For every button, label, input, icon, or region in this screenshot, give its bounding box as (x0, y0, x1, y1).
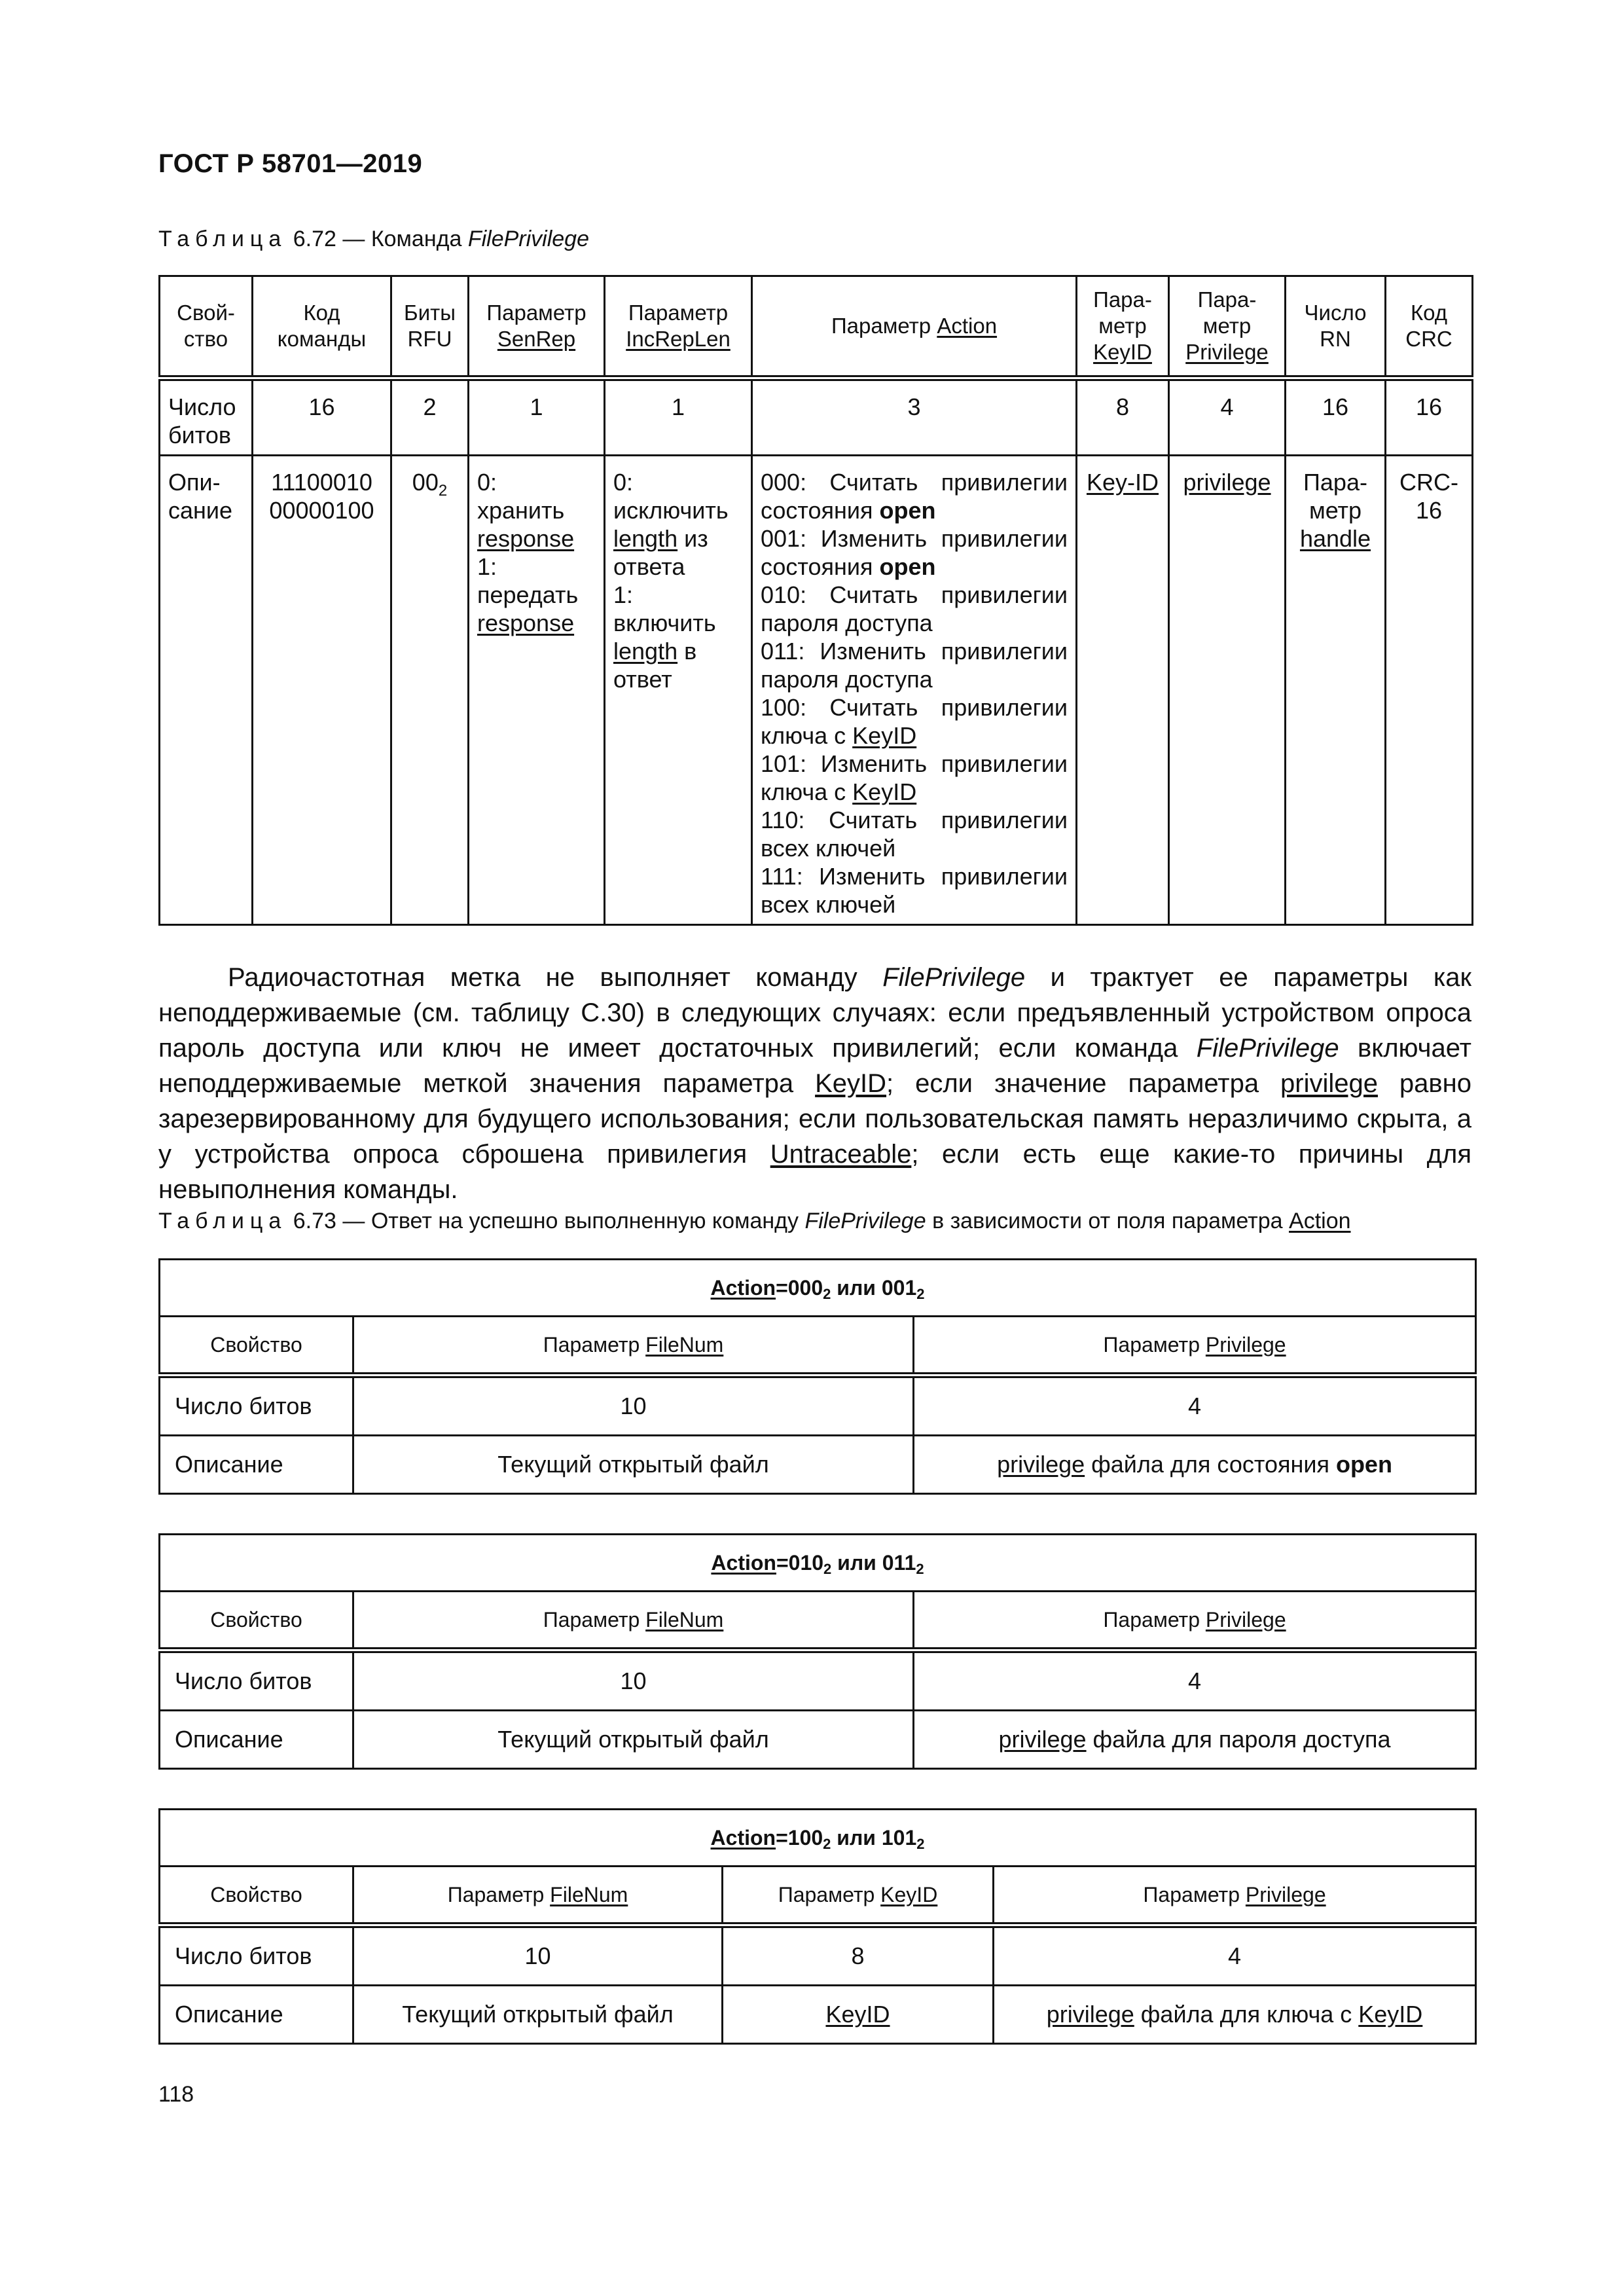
table-672 (158, 275, 1473, 926)
col-prop: Свойство (160, 1317, 353, 1376)
column-header-row (160, 1867, 1476, 1925)
header-privilege: Пара- метр Privilege (1169, 276, 1286, 378)
bits-crc: 16 (1386, 378, 1473, 456)
desc-action (752, 456, 1077, 925)
header-senrep: Параметр SenRep (469, 276, 605, 378)
column-header-row (160, 1592, 1476, 1650)
bits-privilege: 4 (914, 1650, 1476, 1711)
desc-increplen: 0: исключить length из ответа 1: включить length в ответ (605, 456, 752, 925)
bits-row (160, 1376, 1476, 1436)
document-code: ГОСТ Р 58701—2019 (158, 149, 423, 178)
header-keyid: Пара- метр KeyID (1077, 276, 1169, 378)
desc-senrep: 0: хранить response 1: передать response (469, 456, 605, 925)
desc-privilege: privilege файла для пароля доступа (914, 1711, 1476, 1769)
col-privilege: Параметр Privilege (914, 1592, 1476, 1650)
bits-keyid: 8 (723, 1925, 994, 1986)
block-title-row (160, 1260, 1476, 1317)
bits-filenum: 10 (353, 1925, 723, 1986)
header-rn: Число RN (1286, 276, 1386, 378)
col-filenum: Параметр FileNum (353, 1867, 723, 1925)
desc-keyid: KeyID (723, 1986, 994, 2044)
response-table-action-010-011 (158, 1533, 1477, 1770)
desc-code: 11100010 00000100 (253, 456, 391, 925)
block-title-row (160, 1535, 1476, 1592)
header-prop: Свой- ство (160, 276, 253, 378)
desc-label: Описание (160, 1711, 353, 1769)
action-001: 001: Изменить привилегии состояния open (761, 525, 1068, 580)
block-title: $Action=100_2$ или $101_2$ (160, 1810, 1476, 1867)
col-filenum: Параметр FileNum (353, 1592, 914, 1650)
col-privilege: Параметр Privilege (914, 1317, 1476, 1376)
desc-privilege: privilege (1169, 456, 1286, 925)
action-000: 000: Считать привилегии состояния open (761, 469, 1068, 524)
desc-row (160, 1436, 1476, 1494)
bits-row (160, 1650, 1476, 1711)
action-101: 101: Изменить привилегии ключа с KeyID (761, 750, 1068, 805)
desc-row (160, 1711, 1476, 1769)
bits-filenum: 10 (353, 1650, 914, 1711)
col-prop: Свойство (160, 1867, 353, 1925)
response-table-action-100-101 (158, 1808, 1477, 2045)
desc-rn: Пара- метр handle (1286, 456, 1386, 925)
bits-label: Число битов (160, 378, 253, 456)
desc-privilege: privilege файла для состояния open (914, 1436, 1476, 1494)
desc-keyid: Key-ID (1077, 456, 1169, 925)
col-keyid: Параметр KeyID (723, 1867, 994, 1925)
header-increplen: Параметр IncRepLen (605, 276, 752, 378)
column-header-row (160, 1317, 1476, 1376)
col-privilege: Параметр Privilege (994, 1867, 1476, 1925)
desc-privilege: privilege файла для ключа с KeyID (994, 1986, 1476, 2044)
col-prop: Свойство (160, 1592, 353, 1650)
bits-privilege: 4 (914, 1376, 1476, 1436)
bits-rn: 16 (1286, 378, 1386, 456)
page-number: 118 (158, 2082, 194, 2107)
response-table-action-000-001 (158, 1258, 1477, 1495)
desc-label: Описание (160, 1436, 353, 1494)
body-paragraph: Радиочастотная метка не выполняет команду FilePrivilege и трактует ее параметры как неподдерживаемые (см. таблицу С.30) в следующих случаях: если предъявленный устройством опроса пароль доступа или ключ не имеет достаточных привилегий; если команда FilePrivilege включает неподдерживаемые меткой значения параметра KeyID; если значение параметра privilege равно зарезервированному для будущего использования; если пользовательская память неразличимо скрыта, а у устройства опроса сброшена привилегия Untraceable; если есть еще какие-то причины для невыполнения команды. (158, 963, 1472, 1204)
header-action: Параметр Action (752, 276, 1077, 378)
col-filenum: Параметр FileNum (353, 1317, 914, 1376)
header-code: Код команды (253, 276, 391, 378)
bits-privilege: 4 (994, 1925, 1476, 1986)
bits-row (160, 378, 1473, 456)
bits-code: 16 (253, 378, 391, 456)
bits-increplen: 1 (605, 378, 752, 456)
block-title: $Action=000_2$ или $001_2$ (160, 1260, 1476, 1317)
header-crc: Код CRC (1386, 276, 1473, 378)
description-row (160, 456, 1473, 925)
header-row (160, 276, 1473, 378)
action-110: 110: Считать привилегии всех ключей (761, 807, 1068, 862)
bits-label: Число битов (160, 1925, 353, 1986)
bits-row (160, 1925, 1476, 1986)
block-title: $Action=010_2$ или $011_2$ (160, 1535, 1476, 1592)
table-673-caption: Таблица 6.73 — Ответ на успешно выполненную команду FilePrivilege в зависимости от поля параметра Action (158, 1209, 1351, 1233)
desc-filenum: Текущий открытый файл (353, 1711, 914, 1769)
bits-label: Число битов (160, 1376, 353, 1436)
action-100: 100: Считать привилегии ключа с KeyID (761, 694, 1068, 749)
bits-filenum: 10 (353, 1376, 914, 1436)
action-111: 111: Изменить привилегии всех ключей (761, 863, 1068, 918)
bits-label: Число битов (160, 1650, 353, 1711)
desc-label: Описание (160, 1986, 353, 2044)
table-672-caption: Таблица 6.72 — Команда FilePrivilege (158, 227, 590, 251)
bits-action: 3 (752, 378, 1077, 456)
bits-privilege: 4 (1169, 378, 1286, 456)
desc-filenum: Текущий открытый файл (353, 1986, 723, 2044)
desc-crc: CRC- 16 (1386, 456, 1473, 925)
bits-senrep: 1 (469, 378, 605, 456)
desc-rfu: $00_2$ (391, 456, 469, 925)
action-010: 010: Считать привилегии пароля доступа (761, 581, 1068, 636)
header-rfu: Биты RFU (391, 276, 469, 378)
desc-filenum: Текущий открытый файл (353, 1436, 914, 1494)
desc-label: Опи- сание (160, 456, 253, 925)
desc-row (160, 1986, 1476, 2044)
bits-rfu: 2 (391, 378, 469, 456)
block-title-row (160, 1810, 1476, 1867)
bits-keyid: 8 (1077, 378, 1169, 456)
action-011: 011: Изменить привилегии пароля доступа (761, 638, 1068, 693)
